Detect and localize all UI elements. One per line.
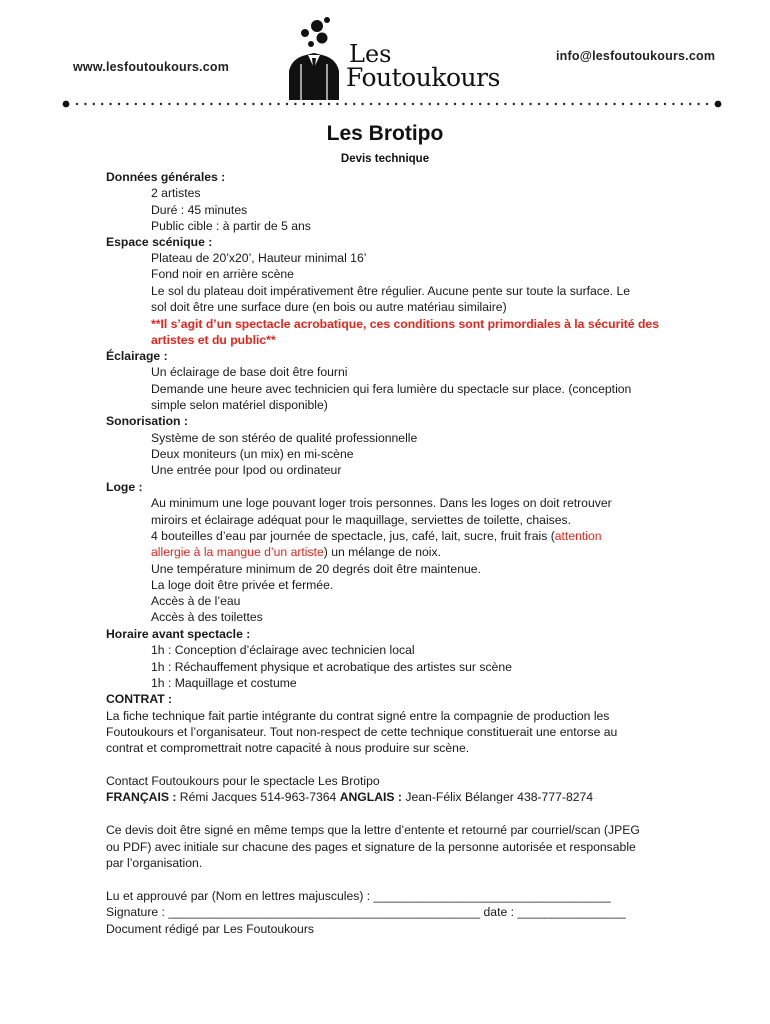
contact-fr-label: FRANÇAIS : — [106, 790, 177, 804]
divider-dot — [328, 103, 330, 105]
signing-text: Ce devis doit être signé en même temps que la lettre d’entente et retourné par courriel/scan (JPEG — [106, 823, 640, 837]
list-item: Un éclairage de base doit être fourni — [151, 365, 348, 379]
signature-field[interactable]: Signature : ______________________________________________ date : ________________ — [106, 905, 626, 919]
divider-dot — [403, 103, 405, 105]
divider-dot — [261, 103, 263, 105]
divider-dot — [605, 103, 607, 105]
divider-dot — [597, 103, 599, 105]
divider-dot — [345, 103, 347, 105]
list-item: miroirs et éclairage adéquat pour le maquillage, serviettes de toilette, chaises. — [151, 513, 572, 527]
divider-dot — [109, 103, 111, 105]
contact-en-label: ANGLAIS : — [339, 790, 402, 804]
allergy-note: allergie à la mangue d’un artiste — [151, 545, 324, 559]
divider-dot — [177, 103, 179, 105]
list-item: Plateau de 20’x20’, Hauteur minimal 16’ — [151, 251, 367, 265]
list-item: Au minimum une loge pouvant loger trois personnes. Dans les loges on doit retrouver — [151, 496, 612, 510]
divider-dot — [647, 103, 649, 105]
divider-dot — [235, 103, 237, 105]
divider-dot — [672, 103, 674, 105]
list-item: Une température minimum de 20 degrés doit être maintenue. — [151, 562, 481, 576]
divider-dot — [588, 103, 590, 105]
heading-generales: Données générales : — [106, 170, 226, 184]
contract-text: La fiche technique fait partie intégrante du contrat signé entre la compagnie de production les — [106, 709, 610, 723]
approved-by-field[interactable]: Lu et approuvé par (Nom en lettres majuscules) : ___________________________________ — [106, 889, 611, 903]
contact-fr-value: Rémi Jacques 514-963-7364 — [176, 790, 340, 804]
divider-dot — [168, 103, 170, 105]
divider-dot — [84, 103, 86, 105]
divider-dot — [664, 103, 666, 105]
divider-dot — [319, 103, 321, 105]
divider-dot — [697, 103, 699, 105]
divider-dot — [689, 103, 691, 105]
heading-loge: Loge : — [106, 480, 143, 494]
list-item: 1h : Conception d’éclairage avec technicien local — [151, 643, 415, 657]
list-item: Demande une heure avec technicien qui fera lumière du spectacle sur place. (conception — [151, 382, 632, 396]
list-item: sol doit être une surface dure (en bois ou autre matériau similaire) — [151, 300, 507, 314]
list-item: La loge doit être privée et fermée. — [151, 578, 334, 592]
divider-dot — [185, 103, 187, 105]
divider-dot — [311, 103, 313, 105]
divider-dot — [210, 103, 212, 105]
divider-dot — [521, 103, 523, 105]
signing-text: ou PDF) avec initiale sur chacune des pages et signature de la personne autorisée et responsable — [106, 840, 636, 854]
divider-dot — [126, 103, 128, 105]
safety-warning: **Il s’agit d’un spectacle acrobatique, ces conditions sont primordiales à la sécurité des — [151, 317, 659, 331]
divider-dot — [387, 103, 389, 105]
contact-intro: Contact Foutoukours pour le spectacle Les Brotipo — [106, 774, 380, 788]
divider-dot — [151, 103, 153, 105]
list-item: 1h : Maquillage et costume — [151, 676, 297, 690]
list-item: Accès à des toilettes — [151, 610, 263, 624]
divider-dot — [361, 103, 363, 105]
heading-contrat: CONTRAT : — [106, 692, 173, 706]
list-item: Le sol du plateau doit impérativement être régulier. Aucune pente sur toute la surface. Le — [151, 284, 630, 298]
divider-dot — [504, 103, 506, 105]
divider-dot — [269, 103, 271, 105]
divider-dot — [252, 103, 254, 105]
divider-dot — [193, 103, 195, 105]
divider-dot — [118, 103, 120, 105]
divider-dot — [471, 103, 473, 105]
list-item: 1h : Réchauffement physique et acrobatique des artistes sur scène — [151, 660, 512, 674]
document-author: Document rédigé par Les Foutoukours — [106, 922, 314, 936]
divider-dot — [294, 103, 296, 105]
divider-dot — [429, 103, 431, 105]
divider-dot — [496, 103, 498, 105]
contact-details — [106, 789, 593, 805]
email-address[interactable]: info@lesfoutoukours.com — [556, 49, 716, 63]
contract-text: Foutoukours et l’organisateur. Tout non-respect de cette technique constituerait une entorse au — [106, 725, 618, 739]
divider-dot — [613, 103, 615, 105]
list-item: 2 artistes — [151, 186, 201, 200]
list-item: Public cible : à partir de 5 ans — [151, 219, 311, 233]
contact-en-value: Jean-Félix Bélanger 438-777-8274 — [402, 790, 594, 804]
divider-dot — [487, 103, 489, 105]
heading-horaire: Horaire avant spectacle : — [106, 627, 251, 641]
list-item: Fond noir en arrière scène — [151, 267, 294, 281]
divider-dot — [101, 103, 103, 105]
divider-dot — [353, 103, 355, 105]
divider-dot — [336, 103, 338, 105]
divider-dot — [563, 103, 565, 105]
bottles-text: 4 bouteilles d’eau par journée de spectacle, jus, café, lait, sucre, fruit frais ( — [151, 529, 555, 543]
contract-text: contrat et compromettrait notre capacité à nous produire sur scène. — [106, 741, 470, 755]
divider-dot — [529, 103, 531, 105]
document-subtitle: Devis technique — [340, 153, 430, 165]
list-item: Accès à de l’eau — [151, 594, 241, 608]
divider-dot — [462, 103, 464, 105]
list-item: Duré : 45 minutes — [151, 203, 248, 217]
divider-dot — [681, 103, 683, 105]
divider-dot — [244, 103, 246, 105]
divider-dot — [630, 103, 632, 105]
heading-espace-scenique: Espace scénique : — [106, 235, 213, 249]
allergy-rest: ) un mélange de noix. — [323, 545, 441, 559]
list-item-bottles — [151, 528, 602, 544]
divider-dot — [277, 103, 279, 105]
divider-dot — [706, 103, 708, 105]
divider-dot — [420, 103, 422, 105]
logo-text-foutoukours: Foutoukours — [346, 63, 500, 92]
divider-dot — [555, 103, 557, 105]
list-item: Deux moniteurs (un mix) en mi-scène — [151, 447, 354, 461]
divider-dot — [135, 103, 137, 105]
divider-dot — [412, 103, 414, 105]
divider-dot — [219, 103, 221, 105]
logo-text-les: Les — [349, 40, 392, 68]
divider-dot — [454, 103, 456, 105]
divider-dot — [160, 103, 162, 105]
heading-eclairage: Éclairage : — [106, 349, 168, 363]
divider-dot — [143, 103, 145, 105]
divider-dot — [227, 103, 229, 105]
divider-dot — [580, 103, 582, 105]
divider-dot — [93, 103, 95, 105]
divider-dot — [370, 103, 372, 105]
list-item-allergy — [151, 544, 441, 560]
divider-dot — [202, 103, 204, 105]
safety-warning-cont: artistes et du public** — [151, 333, 276, 347]
divider-dot — [571, 103, 573, 105]
divider-dot — [378, 103, 380, 105]
divider-dot — [622, 103, 624, 105]
list-item: Système de son stéréo de qualité professionnelle — [151, 431, 418, 445]
divider-dot — [655, 103, 657, 105]
allergy-attention: attention — [554, 529, 602, 543]
divider-dot — [395, 103, 397, 105]
divider-dot — [445, 103, 447, 105]
divider-dot — [639, 103, 641, 105]
divider-dot — [546, 103, 548, 105]
divider-dot — [76, 103, 78, 105]
signing-text: par l’organisation. — [106, 856, 203, 870]
dotted-divider — [62, 99, 722, 109]
document-title: Les Brotipo — [326, 122, 444, 145]
list-item: simple selon matériel disponible) — [151, 398, 328, 412]
website-url[interactable]: www.lesfoutoukours.com — [73, 60, 230, 74]
divider-dot — [538, 103, 540, 105]
divider-dot — [303, 103, 305, 105]
heading-sonorisation: Sonorisation : — [106, 414, 188, 428]
divider-dot — [286, 103, 288, 105]
divider-dot — [479, 103, 481, 105]
divider-dot — [513, 103, 515, 105]
list-item: Une entrée pour Ipod ou ordinateur — [151, 463, 342, 477]
divider-dot — [437, 103, 439, 105]
